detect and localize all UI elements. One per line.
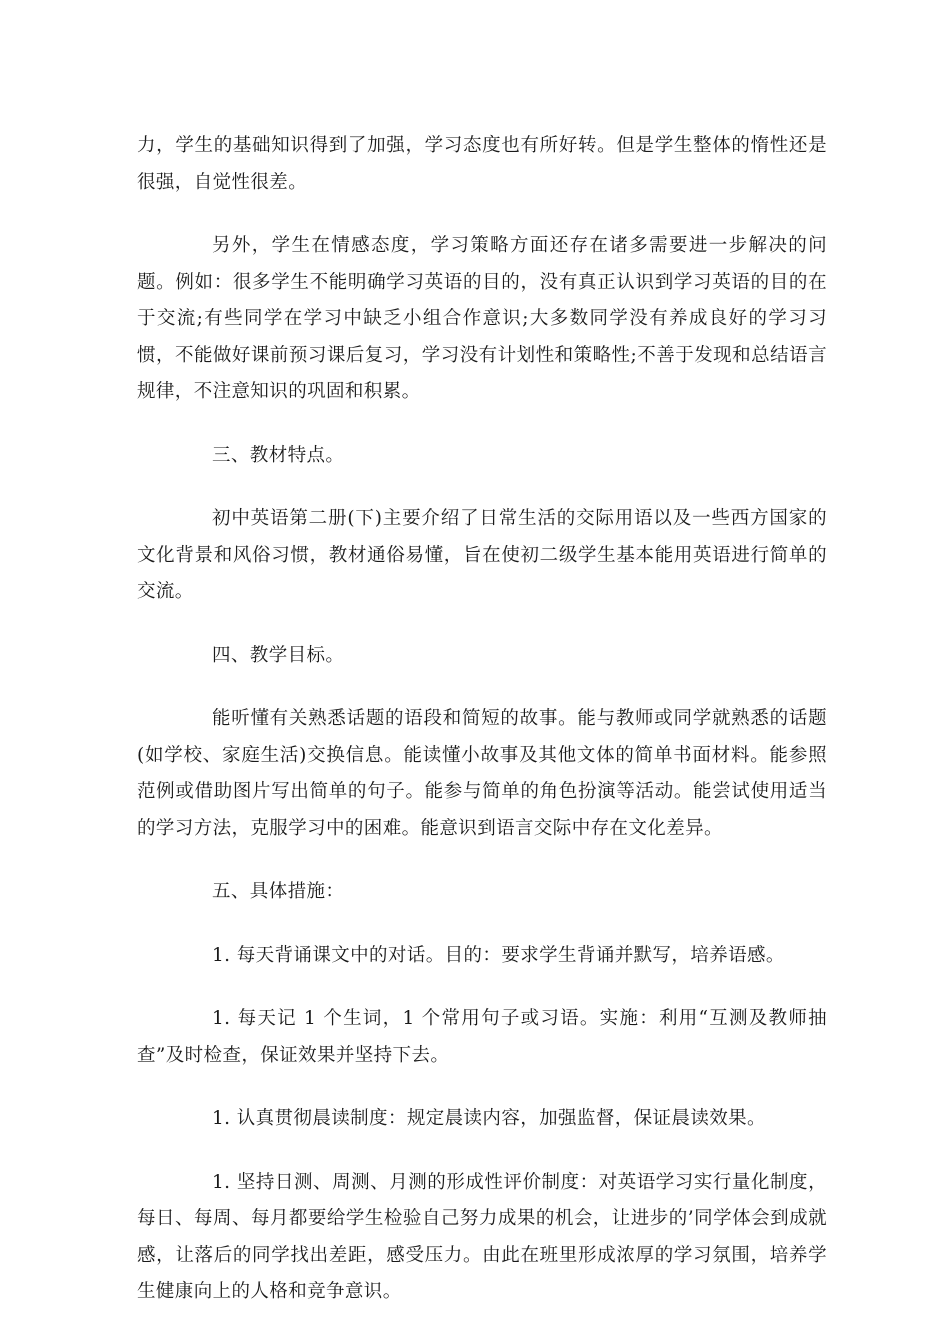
list-item-formative-assessment: 1. 坚持日测、周测、月测的形成性评价制度：对英语学习实行量化制度，每日、每周、每月都要给学生检验自己努力成果的机会，让进步的’同学体会到成就感，让落后的同学找出差距，感受压力。由此在班里形成浓厚的学习氛围，培养学生健康向上的人格和竞争意识。 — [137, 1171, 827, 1302]
section-heading-goals: 四、教学目标。 — [212, 644, 345, 666]
paragraph-textbook-features: 初中英语第二册(下)主要介绍了日常生活的交际用语以及一些西方国家的文化背景和风俗习惯，教材通俗易懂，旨在使初二级学生基本能用英语进行简单的交流。 — [137, 508, 827, 602]
paragraph-continuation: 力，学生的基础知识得到了加强，学习态度也有所好转。但是学生整体的惰性还是很强，自觉性很差。 — [137, 135, 827, 193]
list-item-morning-reading: 1. 认真贯彻晨读制度：规定晨读内容，加强监督，保证晨读效果。 — [212, 1108, 766, 1129]
list-item-daily-vocabulary: 1. 每天记 1 个生词，1 个常用句子或习语。实施：利用“互测及教师抽查”及时检查，保证效果并坚持下去。 — [137, 1008, 827, 1066]
list-item-recite-dialogue: 1. 每天背诵课文中的对话。目的：要求学生背诵并默写，培养语感。 — [212, 944, 785, 966]
document-page — [137, 128, 827, 1338]
section-heading-measures: 五、具体措施： — [212, 881, 345, 902]
paragraph-student-problems: 另外，学生在情感态度，学习策略方面还存在诸多需要进一步解决的问题。例如：很多学生不能明确学习英语的目的，没有真正认识到学习英语的目的在于交流;有些同学在学习中缺乏小组合作意识;大多数同学没有养成良好的学习习惯，不能做好课前预习课后复习，学习没有计划性和策略性;不善于发现和总结语言规律，不注意知识的巩固和积累。 — [137, 235, 827, 402]
section-heading-textbook: 三、教材特点。 — [212, 444, 345, 466]
paragraph-teaching-goals: 能听懂有关熟悉话题的语段和简短的故事。能与教师或同学就熟悉的话题(如学校、家庭生活)交换信息。能读懂小故事及其他文体的简单书面材料。能参照范例或借助图片写出简单的句子。能参与简单的角色扮演等活动。能尝试使用适当的学习方法，克服学习中的困难。能意识到语言交际中存在文化差异。 — [137, 708, 827, 839]
